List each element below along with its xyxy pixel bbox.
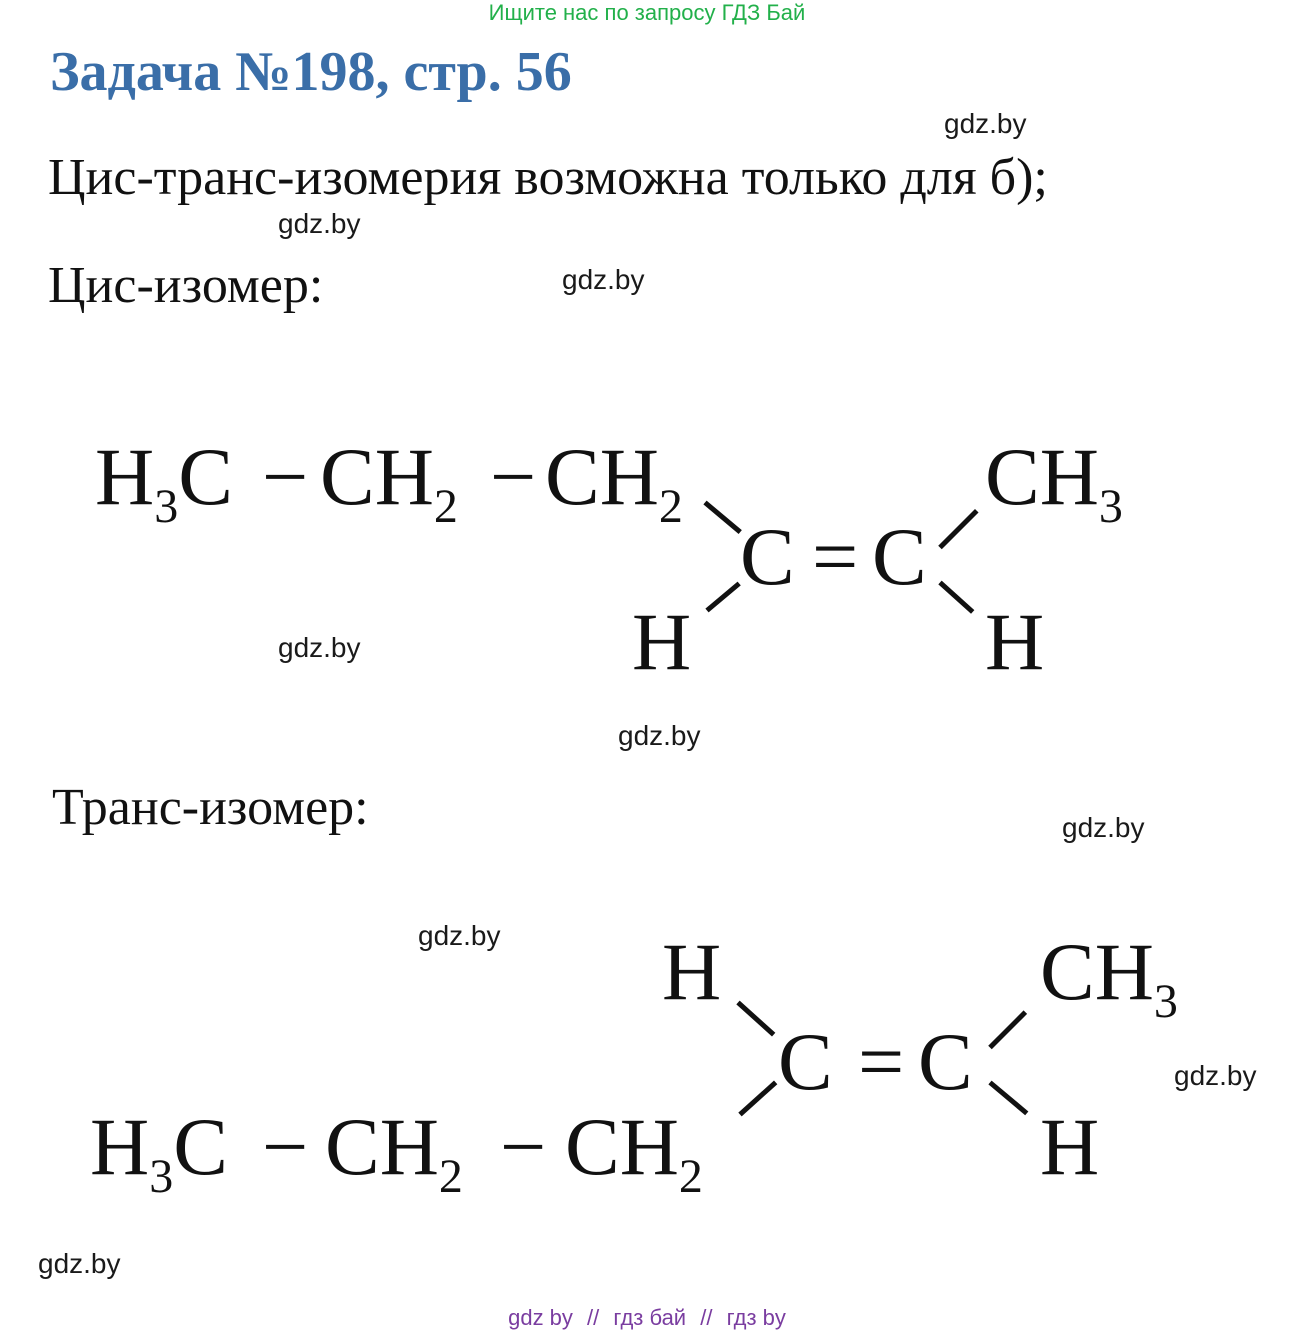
cis-label: Цис-изомер: — [48, 257, 324, 314]
bond-line — [705, 582, 740, 613]
single-bond: − — [262, 1101, 309, 1192]
double-bond: = — [858, 1016, 905, 1107]
bond-line — [703, 501, 741, 534]
hydrogen-atom: H — [985, 596, 1045, 687]
watermark: gdz.by — [278, 208, 361, 239]
single-bond: − — [490, 431, 537, 522]
single-bond: − — [500, 1101, 547, 1192]
h3c-group: $H_3C$ — [90, 1101, 228, 1203]
watermark: gdz.by — [418, 920, 501, 951]
trans-label: Транс-изомер: — [52, 779, 369, 836]
top-note: Ищите нас по запросу ГДЗ Бай — [488, 0, 806, 25]
bond-line — [938, 581, 974, 614]
carbon-atom: C — [918, 1016, 973, 1107]
ch2-group: $CH_2$ — [565, 1101, 703, 1203]
bond-line — [988, 1010, 1027, 1049]
watermark: gdz.by — [562, 264, 645, 295]
bond-line — [738, 1081, 777, 1117]
watermark: gdz.by — [1062, 812, 1145, 843]
watermark: gdz.by — [38, 1248, 121, 1279]
hydrogen-atom: H — [1040, 1101, 1100, 1192]
bond-line — [736, 1001, 775, 1037]
footer-separator: // — [700, 1305, 713, 1330]
h3c-group: $H_3C$ — [95, 431, 233, 533]
carbon-atom: C — [740, 511, 795, 602]
footer-links — [0, 1305, 1294, 1331]
ch2-group: $CH_2$ — [320, 431, 458, 533]
single-bond: − — [262, 431, 309, 522]
watermark: gdz.by — [618, 720, 701, 751]
ch2-group: $CH_2$ — [545, 431, 683, 533]
bond-line — [988, 1081, 1028, 1116]
footer-link[interactable]: гдз бай — [613, 1305, 687, 1330]
watermark: gdz.by — [944, 108, 1027, 139]
bond-line — [938, 509, 978, 549]
statement-text: Цис-транс-изомерия возможна только для б); — [48, 149, 1048, 206]
footer-link[interactable]: гдз by — [726, 1305, 786, 1330]
ch3-group: $CH_3$ — [1040, 926, 1178, 1028]
footer-link[interactable]: gdz by — [508, 1305, 573, 1330]
page-title: Задача №198, стр. 56 — [50, 41, 572, 103]
ch3-group: $CH_3$ — [985, 431, 1123, 533]
watermark: gdz.by — [1174, 1060, 1257, 1091]
double-bond: = — [812, 511, 859, 602]
hydrogen-atom: H — [662, 926, 722, 1017]
footer-separator: // — [587, 1305, 600, 1330]
hydrogen-atom: H — [632, 596, 692, 687]
watermark: gdz.by — [278, 632, 361, 663]
carbon-atom: C — [778, 1016, 833, 1107]
carbon-atom: C — [872, 511, 927, 602]
ch2-group: $CH_2$ — [325, 1101, 463, 1203]
